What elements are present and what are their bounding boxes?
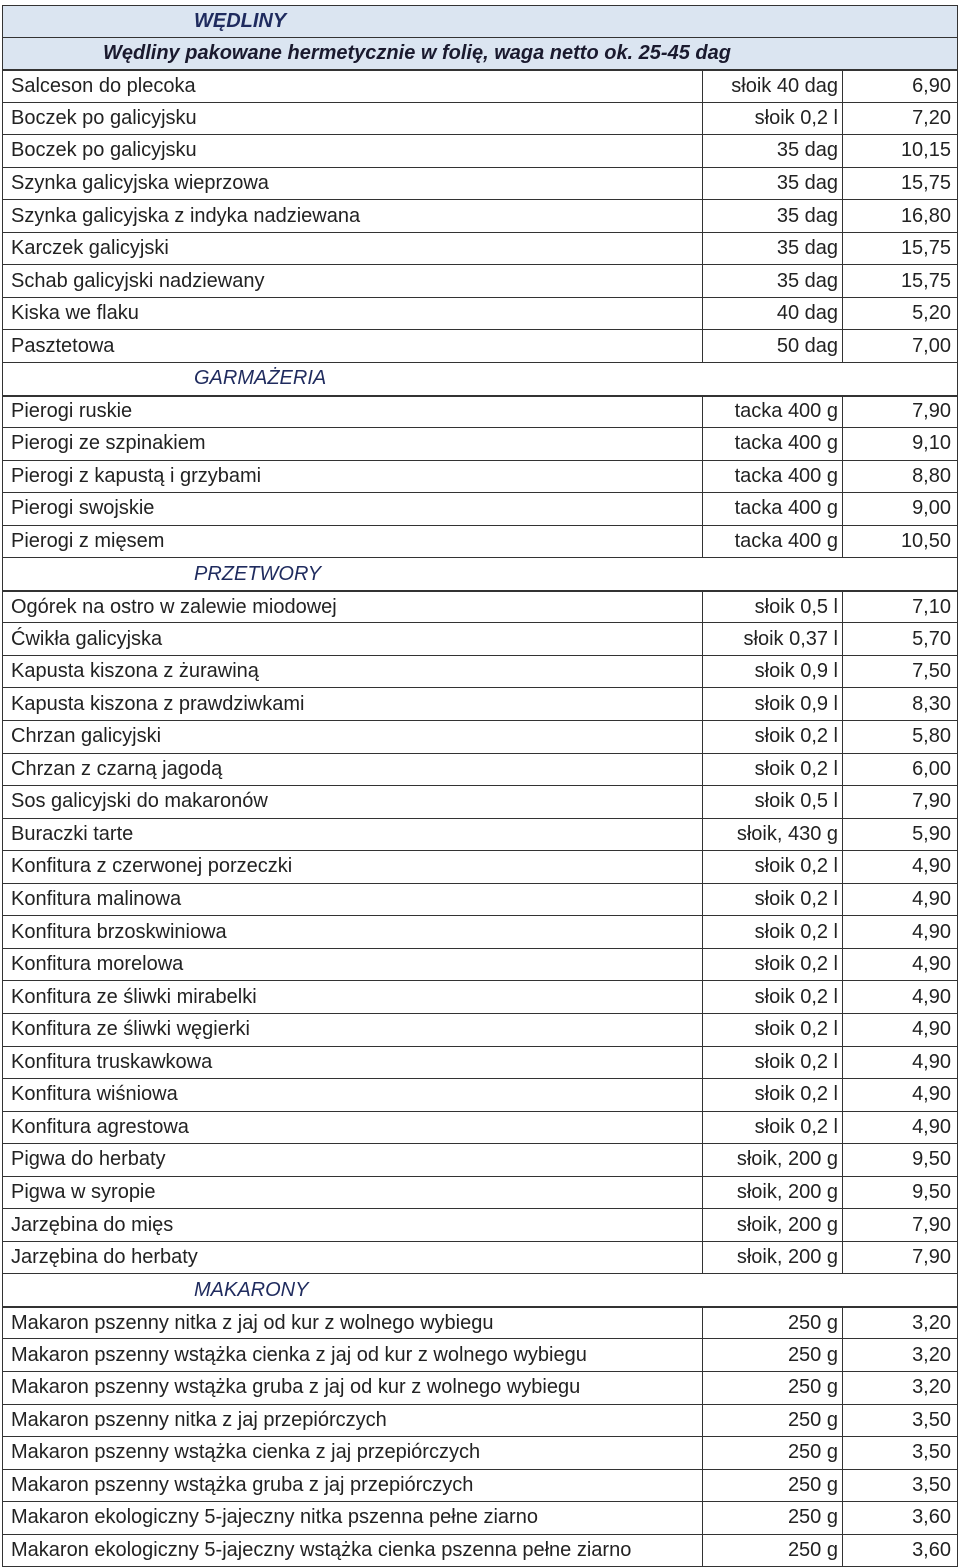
package-size: słoik, 200 g: [702, 1177, 842, 1209]
price: 9,50: [842, 1144, 958, 1176]
price: 15,75: [842, 168, 958, 200]
section-subtitle-row: [2, 38, 958, 71]
package-size: 40 dag: [702, 298, 842, 330]
section-title: MAKARONY: [2, 1274, 958, 1306]
table-row: [2, 330, 958, 363]
package-size: słoik 0,9 l: [702, 656, 842, 688]
product-name: Makaron pszenny wstążka cienka z jaj przepiórczych: [2, 1437, 702, 1469]
section-title: GARMAŻERIA: [2, 363, 958, 395]
package-size: 50 dag: [702, 330, 842, 362]
product-name: Konfitura malinowa: [2, 884, 702, 916]
product-name: Ćwikła galicyjska: [2, 623, 702, 655]
price: 9,00: [842, 493, 958, 525]
price: 4,90: [842, 916, 958, 948]
product-name: Konfitura z czerwonej porzeczki: [2, 851, 702, 883]
table-row: [2, 884, 958, 917]
section-subtitle: Wędliny pakowane hermetycznie w folię, waga netto ok. 25-45 dag: [2, 38, 958, 70]
product-name: Schab galicyjski nadziewany: [2, 265, 702, 297]
table-row: [2, 1177, 958, 1210]
price: 16,80: [842, 200, 958, 232]
product-name: Sos galicyjski do makaronów: [2, 786, 702, 818]
package-size: słoik, 200 g: [702, 1209, 842, 1241]
table-row: [2, 298, 958, 331]
price: 7,90: [842, 1242, 958, 1274]
product-name: Konfitura wiśniowa: [2, 1079, 702, 1111]
price: 10,50: [842, 526, 958, 558]
table-row: [2, 591, 958, 624]
package-size: tacka 400 g: [702, 461, 842, 493]
price-list-table: [2, 5, 958, 1567]
price: 4,90: [842, 1014, 958, 1046]
package-size: słoik 0,2 l: [702, 103, 842, 135]
price: 6,00: [842, 754, 958, 786]
table-row: [2, 1014, 958, 1047]
package-size: słoik 0,2 l: [702, 949, 842, 981]
table-row: [2, 1242, 958, 1275]
price: 7,20: [842, 103, 958, 135]
package-size: tacka 400 g: [702, 493, 842, 525]
price: 7,50: [842, 656, 958, 688]
product-name: Pierogi z kapustą i grzybami: [2, 461, 702, 493]
product-name: Pierogi ruskie: [2, 397, 702, 428]
table-row: [2, 1470, 958, 1503]
price: 6,90: [842, 71, 958, 102]
price: 3,20: [842, 1308, 958, 1339]
table-row: [2, 1079, 958, 1112]
table-row: [2, 396, 958, 429]
package-size: słoik 40 dag: [702, 71, 842, 102]
package-size: 35 dag: [702, 265, 842, 297]
price: 4,90: [842, 949, 958, 981]
product-name: Konfitura morelowa: [2, 949, 702, 981]
package-size: 35 dag: [702, 233, 842, 265]
package-size: 250 g: [702, 1405, 842, 1437]
table-row: [2, 1437, 958, 1470]
table-row: [2, 916, 958, 949]
price: 7,10: [842, 592, 958, 623]
product-name: Kiska we flaku: [2, 298, 702, 330]
section-header-przetwory: [2, 558, 958, 591]
section-items-przetwory: [2, 591, 958, 1274]
product-name: Konfitura agrestowa: [2, 1112, 702, 1144]
package-size: słoik 0,2 l: [702, 981, 842, 1013]
price: 7,90: [842, 397, 958, 428]
product-name: Boczek po galicyjsku: [2, 103, 702, 135]
price: 9,50: [842, 1177, 958, 1209]
table-row: [2, 103, 958, 136]
package-size: 250 g: [702, 1372, 842, 1404]
table-row: [2, 786, 958, 819]
price: 4,90: [842, 1079, 958, 1111]
package-size: tacka 400 g: [702, 526, 842, 558]
product-name: Pasztetowa: [2, 330, 702, 362]
price: 5,80: [842, 721, 958, 753]
section-header-makarony: [2, 1274, 958, 1307]
table-row: [2, 1112, 958, 1145]
section-title: WĘDLINY: [2, 6, 958, 37]
table-row: [2, 233, 958, 266]
table-row: [2, 851, 958, 884]
table-row: [2, 70, 958, 103]
section-items-wedliny: [2, 70, 958, 363]
price: 4,90: [842, 851, 958, 883]
product-name: Pierogi swojskie: [2, 493, 702, 525]
package-size: słoik, 200 g: [702, 1144, 842, 1176]
section-items-garmazeria: [2, 396, 958, 559]
package-size: 250 g: [702, 1308, 842, 1339]
package-size: słoik 0,2 l: [702, 1047, 842, 1079]
table-row: [2, 1535, 958, 1568]
product-name: Makaron ekologiczny 5-jajeczny wstążka cienka pszenna pełne ziarno: [2, 1535, 702, 1567]
price: 7,90: [842, 1209, 958, 1241]
price: 10,15: [842, 135, 958, 167]
table-row: [2, 1372, 958, 1405]
product-name: Konfitura brzoskwiniowa: [2, 916, 702, 948]
price: 3,60: [842, 1535, 958, 1567]
product-name: Makaron ekologiczny 5-jajeczny nitka pszenna pełne ziarno: [2, 1502, 702, 1534]
product-name: Pierogi ze szpinakiem: [2, 428, 702, 460]
price: 7,00: [842, 330, 958, 362]
package-size: słoik 0,2 l: [702, 1014, 842, 1046]
product-name: Jarzębina do mięs: [2, 1209, 702, 1241]
table-row: [2, 1209, 958, 1242]
section-header-wedliny: [2, 5, 958, 38]
price: 3,20: [842, 1372, 958, 1404]
package-size: 250 g: [702, 1470, 842, 1502]
product-name: Chrzan galicyjski: [2, 721, 702, 753]
section-items-makarony: [2, 1307, 958, 1567]
table-row: [2, 1502, 958, 1535]
product-name: Buraczki tarte: [2, 819, 702, 851]
product-name: Pierogi z mięsem: [2, 526, 702, 558]
table-row: [2, 200, 958, 233]
product-name: Szynka galicyjska wieprzowa: [2, 168, 702, 200]
price: 15,75: [842, 233, 958, 265]
product-name: Makaron pszenny wstążka cienka z jaj od kur z wolnego wybiegu: [2, 1339, 702, 1371]
package-size: słoik 0,9 l: [702, 688, 842, 720]
product-name: Kapusta kiszona z żurawiną: [2, 656, 702, 688]
package-size: 250 g: [702, 1339, 842, 1371]
table-row: [2, 981, 958, 1014]
product-name: Pigwa do herbaty: [2, 1144, 702, 1176]
table-row: [2, 265, 958, 298]
product-name: Chrzan z czarną jagodą: [2, 754, 702, 786]
package-size: 35 dag: [702, 168, 842, 200]
product-name: Szynka galicyjska z indyka nadziewana: [2, 200, 702, 232]
package-size: słoik 0,2 l: [702, 851, 842, 883]
package-size: słoik 0,2 l: [702, 754, 842, 786]
product-name: Makaron pszenny wstążka gruba z jaj od kur z wolnego wybiegu: [2, 1372, 702, 1404]
price: 5,70: [842, 623, 958, 655]
package-size: słoik 0,5 l: [702, 592, 842, 623]
table-row: [2, 1307, 958, 1340]
price: 5,90: [842, 819, 958, 851]
product-name: Makaron pszenny nitka z jaj przepiórczych: [2, 1405, 702, 1437]
table-row: [2, 493, 958, 526]
table-row: [2, 135, 958, 168]
package-size: 250 g: [702, 1437, 842, 1469]
table-row: [2, 656, 958, 689]
table-row: [2, 754, 958, 787]
package-size: 250 g: [702, 1535, 842, 1567]
price: 3,60: [842, 1502, 958, 1534]
product-name: Ogórek na ostro w zalewie miodowej: [2, 592, 702, 623]
price: 4,90: [842, 981, 958, 1013]
product-name: Konfitura truskawkowa: [2, 1047, 702, 1079]
table-row: [2, 428, 958, 461]
table-row: [2, 819, 958, 852]
price: 8,30: [842, 688, 958, 720]
section-title: PRZETWORY: [2, 558, 958, 590]
table-row: [2, 721, 958, 754]
package-size: 35 dag: [702, 135, 842, 167]
package-size: 35 dag: [702, 200, 842, 232]
package-size: 250 g: [702, 1502, 842, 1534]
package-size: słoik 0,2 l: [702, 1112, 842, 1144]
table-row: [2, 526, 958, 559]
package-size: słoik 0,2 l: [702, 884, 842, 916]
product-name: Konfitura ze śliwki węgierki: [2, 1014, 702, 1046]
package-size: słoik 0,2 l: [702, 916, 842, 948]
table-row: [2, 623, 958, 656]
price: 4,90: [842, 1047, 958, 1079]
package-size: tacka 400 g: [702, 397, 842, 428]
product-name: Jarzębina do herbaty: [2, 1242, 702, 1274]
package-size: słoik 0,2 l: [702, 721, 842, 753]
section-header-garmazeria: [2, 363, 958, 396]
price: 15,75: [842, 265, 958, 297]
product-name: Boczek po galicyjsku: [2, 135, 702, 167]
package-size: tacka 400 g: [702, 428, 842, 460]
price: 3,50: [842, 1405, 958, 1437]
price: 3,50: [842, 1437, 958, 1469]
price: 7,90: [842, 786, 958, 818]
package-size: słoik 0,2 l: [702, 1079, 842, 1111]
table-row: [2, 1405, 958, 1438]
price: 8,80: [842, 461, 958, 493]
price: 3,50: [842, 1470, 958, 1502]
table-row: [2, 688, 958, 721]
price: 9,10: [842, 428, 958, 460]
product-name: Makaron pszenny wstążka gruba z jaj przepiórczych: [2, 1470, 702, 1502]
price: 4,90: [842, 884, 958, 916]
table-row: [2, 1339, 958, 1372]
table-row: [2, 461, 958, 494]
product-name: Salceson do plecoka: [2, 71, 702, 102]
package-size: słoik, 200 g: [702, 1242, 842, 1274]
product-name: Makaron pszenny nitka z jaj od kur z wolnego wybiegu: [2, 1308, 702, 1339]
product-name: Konfitura ze śliwki mirabelki: [2, 981, 702, 1013]
table-row: [2, 168, 958, 201]
product-name: Karczek galicyjski: [2, 233, 702, 265]
price: 4,90: [842, 1112, 958, 1144]
table-row: [2, 949, 958, 982]
table-row: [2, 1144, 958, 1177]
package-size: słoik 0,5 l: [702, 786, 842, 818]
table-row: [2, 1047, 958, 1080]
product-name: Kapusta kiszona z prawdziwkami: [2, 688, 702, 720]
product-name: Pigwa w syropie: [2, 1177, 702, 1209]
package-size: słoik 0,37 l: [702, 623, 842, 655]
package-size: słoik, 430 g: [702, 819, 842, 851]
price: 5,20: [842, 298, 958, 330]
price: 3,20: [842, 1339, 958, 1371]
